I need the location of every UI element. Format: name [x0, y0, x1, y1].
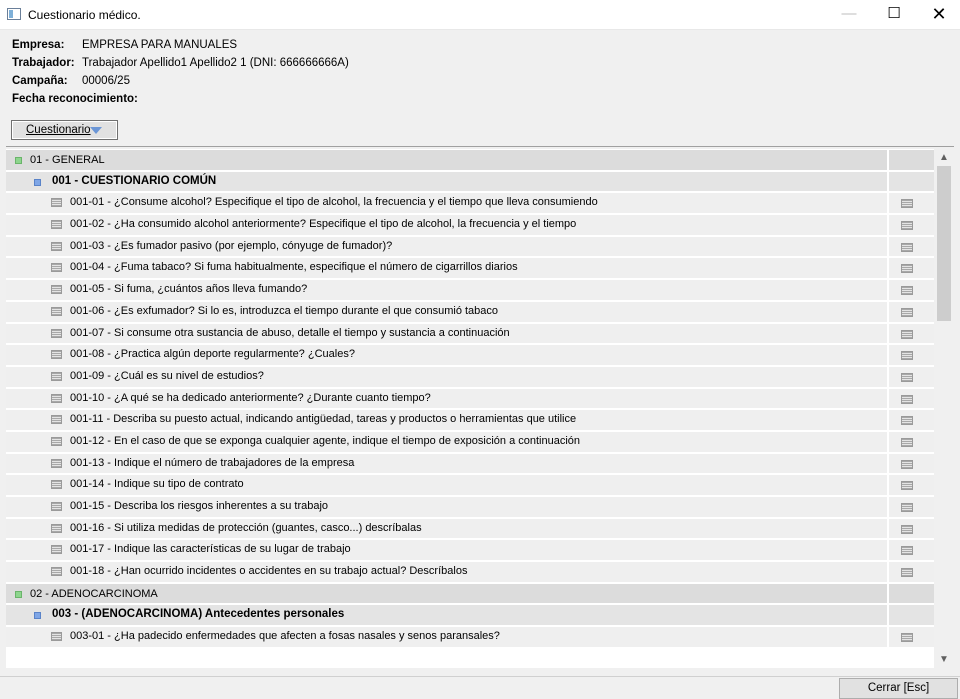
minimize-button[interactable]: — — [841, 5, 857, 22]
question-list-icon — [51, 329, 62, 338]
question-row[interactable] — [6, 366, 934, 388]
item-text: 001-01 - ¿Consume alcohol? Especifique el tipo de alcohol, la frecuencia y el tiempo que lleva consumiendo — [70, 196, 598, 209]
campana-value: 00006/25 — [82, 75, 130, 87]
answer-list-icon[interactable] — [901, 373, 913, 382]
answer-list-icon[interactable] — [901, 286, 913, 295]
row-end-cell[interactable] — [887, 562, 924, 582]
answer-list-icon[interactable] — [901, 264, 913, 273]
empresa-row — [12, 39, 612, 57]
answer-list-icon[interactable] — [901, 416, 913, 425]
app-icon — [7, 8, 21, 20]
question-row[interactable] — [6, 518, 934, 540]
group-square-icon — [15, 157, 22, 164]
close-button[interactable]: Cerrar [Esc] — [839, 678, 958, 699]
question-list-icon — [51, 502, 62, 511]
item-text: 001-06 - ¿Es exfumador? Si lo es, introduzca el tiempo durante el que consumió tabaco — [70, 304, 499, 317]
item-text: 003-01 - ¿Ha padecido enfermedades que afecten a fosas nasales y senos paransales? — [70, 630, 500, 643]
section-text: 001 - CUESTIONARIO COMÚN — [52, 174, 217, 187]
dropdown-arrow-icon — [90, 127, 102, 134]
group-text: 02 - ADENOCARCINOMA — [30, 587, 158, 600]
row-cell — [6, 150, 934, 170]
question-row[interactable] — [6, 474, 934, 496]
question-row[interactable] — [6, 236, 934, 258]
question-list-icon — [51, 242, 62, 251]
answer-list-icon[interactable] — [901, 503, 913, 512]
row-end-cell[interactable] — [887, 302, 924, 322]
question-row[interactable] — [6, 192, 934, 214]
close-window-button[interactable]: ✕ — [931, 4, 947, 24]
fecha-row — [12, 93, 612, 111]
question-row[interactable] — [6, 561, 934, 583]
row-end-cell[interactable] — [887, 258, 924, 278]
answer-list-icon[interactable] — [901, 568, 913, 577]
group-row[interactable] — [6, 149, 934, 171]
item-text: 001-13 - Indique el número de trabajadores de la empresa — [70, 456, 355, 469]
separator — [6, 146, 954, 147]
row-end-cell[interactable] — [887, 345, 924, 365]
row-end-cell[interactable] — [887, 389, 924, 409]
answer-list-icon[interactable] — [901, 395, 913, 404]
item-text: 001-18 - ¿Han ocurrido incidentes o accidentes en su trabajo actual? Descríbalos — [70, 565, 468, 578]
row-end-cell[interactable] — [887, 215, 924, 235]
section-row[interactable] — [6, 604, 934, 626]
question-list-icon — [51, 415, 62, 424]
answer-list-icon[interactable] — [901, 546, 913, 555]
question-list-icon — [51, 285, 62, 294]
fecha-label: Fecha reconocimiento: — [12, 93, 138, 105]
answer-list-icon[interactable] — [901, 330, 913, 339]
answer-list-icon[interactable] — [901, 525, 913, 534]
item-text: 001-07 - Si consume otra sustancia de abuso, detalle el tiempo y sustancia a continuación — [70, 326, 510, 339]
group-row[interactable] — [6, 583, 934, 605]
trabajador-label: Trabajador: — [12, 57, 75, 69]
answer-list-icon[interactable] — [901, 308, 913, 317]
question-list-icon — [51, 263, 62, 272]
row-end-cell[interactable] — [887, 454, 924, 474]
question-row[interactable] — [6, 453, 934, 475]
section-square-icon — [34, 179, 41, 186]
item-text: 001-08 - ¿Practica algún deporte regularmente? ¿Cuales? — [70, 348, 355, 361]
row-end-cell[interactable] — [887, 237, 924, 257]
answer-list-icon[interactable] — [901, 199, 913, 208]
question-list-icon — [51, 480, 62, 489]
row-end-cell[interactable] — [887, 497, 924, 517]
maximize-button[interactable]: ☐ — [887, 5, 901, 22]
question-row[interactable] — [6, 279, 934, 301]
question-list-icon — [51, 567, 62, 576]
question-list-icon — [51, 198, 62, 207]
row-end-cell[interactable] — [887, 410, 924, 430]
grid-rows — [6, 149, 934, 648]
empresa-label: Empresa: — [12, 39, 65, 51]
question-list-icon — [51, 394, 62, 403]
answer-list-icon[interactable] — [901, 460, 913, 469]
question-list-icon — [51, 307, 62, 316]
row-end-cell[interactable] — [887, 627, 924, 647]
row-end-cell[interactable] — [887, 432, 924, 452]
answer-list-icon[interactable] — [901, 351, 913, 360]
item-text: 001-17 - Indique las características de su lugar de trabajo — [70, 543, 351, 556]
question-row[interactable] — [6, 388, 934, 410]
questionnaire-grid[interactable] — [6, 149, 954, 668]
question-row[interactable] — [6, 409, 934, 431]
row-end-cell[interactable] — [887, 280, 924, 300]
question-list-icon — [51, 524, 62, 533]
campana-label: Campaña: — [12, 75, 68, 87]
question-list-icon — [51, 437, 62, 446]
empresa-value: EMPRESA PARA MANUALES — [82, 39, 238, 51]
row-end-cell[interactable] — [887, 540, 924, 560]
campana-row — [12, 75, 612, 93]
section-row[interactable] — [6, 171, 934, 193]
question-row[interactable] — [6, 344, 934, 366]
group-text: 01 - GENERAL — [30, 154, 105, 166]
scroll-down-icon[interactable]: ▼ — [939, 654, 949, 665]
question-list-icon — [51, 372, 62, 381]
row-end-cell — [887, 172, 924, 192]
question-list-icon — [51, 350, 62, 359]
item-text: 001-03 - ¿Es fumador pasivo (por ejemplo, cónyuge de fumador)? — [70, 239, 393, 252]
item-text: 001-09 - ¿Cuál es su nivel de estudios? — [70, 369, 264, 382]
section-square-icon — [34, 612, 41, 619]
row-end-cell — [887, 584, 924, 604]
question-row[interactable] — [6, 323, 934, 345]
item-text: 001-12 - En el caso de que se exponga cualquier agente, indique el tiempo de exposición a continuación — [70, 434, 581, 447]
cuestionario-label: Cuestionario — [26, 124, 91, 136]
row-end-cell — [887, 605, 924, 625]
question-list-icon — [51, 632, 62, 641]
item-text: 001-15 - Describa los riesgos inherentes a su trabajo — [70, 500, 329, 512]
window-title: Cuestionario médico. — [28, 8, 141, 22]
scroll-thumb[interactable] — [937, 166, 951, 321]
row-end-cell — [887, 150, 924, 170]
group-square-icon — [15, 591, 22, 598]
cuestionario-dropdown-button[interactable] — [11, 120, 118, 140]
question-list-icon — [51, 459, 62, 468]
footer-separator — [0, 676, 960, 677]
question-row[interactable] — [6, 626, 934, 648]
item-text: 001-11 - Describa su puesto actual, indicando antigüedad, tareas y productos o herramientas que utilice — [70, 413, 577, 426]
scroll-up-icon[interactable]: ▲ — [939, 152, 949, 163]
answer-list-icon[interactable] — [901, 438, 913, 447]
row-end-cell[interactable] — [887, 324, 924, 344]
question-row[interactable] — [6, 539, 934, 561]
item-text: 001-10 - ¿A qué se ha dedicado anteriormente? ¿Durante cuanto tiempo? — [70, 391, 431, 404]
vertical-scrollbar[interactable] — [934, 149, 954, 668]
question-row[interactable] — [6, 214, 934, 236]
question-row[interactable] — [6, 301, 934, 323]
answer-list-icon[interactable] — [901, 481, 913, 490]
question-list-icon — [51, 220, 62, 229]
item-text: 001-02 - ¿Ha consumido alcohol anteriormente? Especifique el tipo de alcohol, la frecuencia y el tiempo — [70, 218, 577, 231]
row-end-cell[interactable] — [887, 367, 924, 387]
section-text: 003 - (ADENOCARCINOMA) Antecedentes personales — [52, 608, 345, 621]
item-text: 001-14 - Indique su tipo de contrato — [70, 478, 244, 491]
answer-list-icon[interactable] — [901, 221, 913, 230]
question-row[interactable] — [6, 431, 934, 453]
item-text: 001-16 - Si utiliza medidas de protección (guantes, casco...) descríbalas — [70, 521, 422, 534]
item-text: 001-05 - Si fuma, ¿cuántos años lleva fumando? — [70, 283, 308, 296]
answer-list-icon[interactable] — [901, 633, 913, 642]
trabajador-row — [12, 57, 612, 75]
question-row[interactable] — [6, 257, 934, 279]
answer-list-icon[interactable] — [901, 243, 913, 252]
trabajador-value: Trabajador Apellido1 Apellido2 1 (DNI: 666666666A) — [82, 57, 349, 69]
title-bar — [0, 0, 960, 30]
question-list-icon — [51, 545, 62, 554]
row-end-cell[interactable] — [887, 193, 924, 213]
row-end-cell[interactable] — [887, 519, 924, 539]
question-row[interactable] — [6, 496, 934, 518]
row-end-cell[interactable] — [887, 475, 924, 495]
item-text: 001-04 - ¿Fuma tabaco? Si fuma habitualmente, especifique el número de cigarrillos diarios — [70, 261, 518, 274]
